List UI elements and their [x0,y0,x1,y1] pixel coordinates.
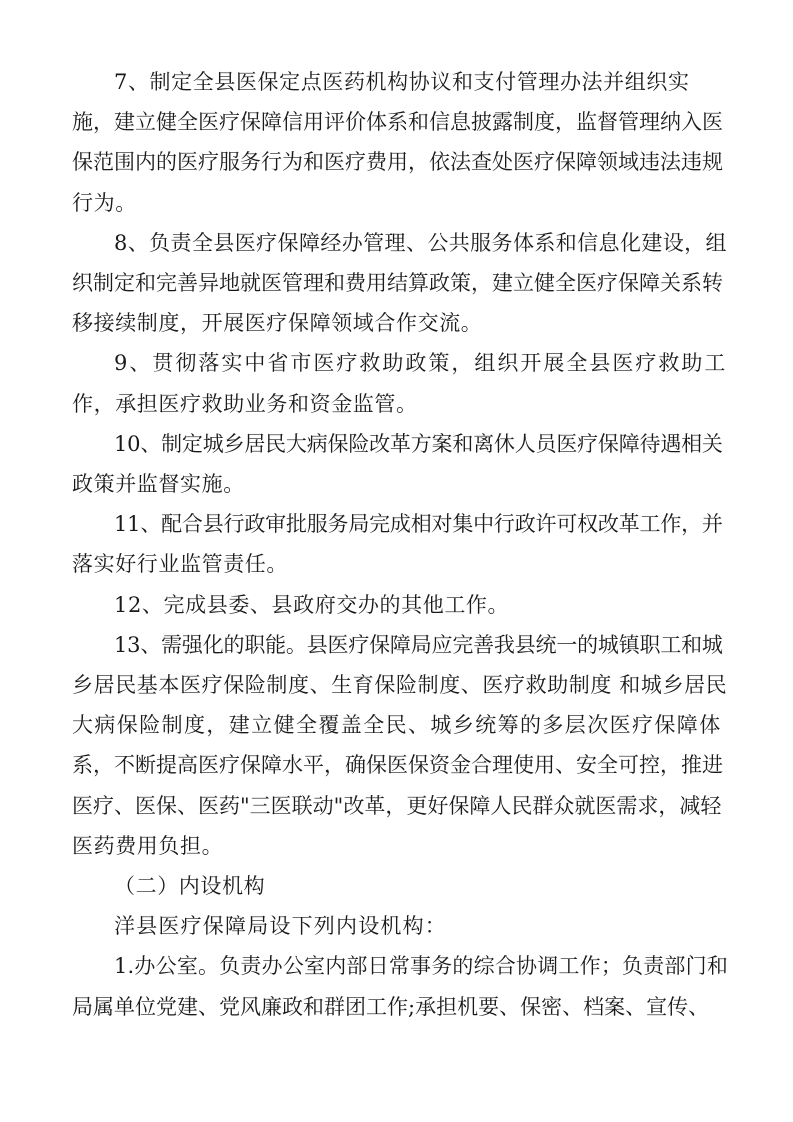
text-line: 保范围内的医疗服务行为和医疗费用，依法查处医疗保障领域违法违规 [72,150,723,175]
text-line: 医疗、医保、医药"三医联动"改革，更好保障人民群众就医需求，减轻 [72,793,722,818]
text-line: 医药费用负担。 [72,833,224,858]
paragraph-item-10 [72,424,728,504]
text-line: 12、完成县委、县政府交办的其他工作。 [114,592,510,617]
paragraph-item-7 [72,62,728,223]
paragraph-item-9 [72,343,728,423]
text-line: 政策并监督实施。 [72,472,245,497]
text-line: 移接续制度，开展医疗保障领域合作交流。 [72,311,483,336]
text-line: （二）内设机构 [114,874,266,899]
text-line: 11、配合县行政审批服务局完成相对集中行政许可权改革工作，并 [114,512,723,537]
text-line: 10、制定城乡居民大病保险改革方案和离休人员医疗保障待遇相关 [114,431,723,456]
paragraph-units-intro [72,906,728,946]
text-line: 局属单位党建、党风廉政和群团工作;承担机要、保密、档案、宣传、 [72,994,710,1019]
paragraph-item-8 [72,223,728,344]
text-line: 系，不断提高医疗保障水平，确保医保资金合理使用、安全可控，推进 [72,753,723,778]
document-body [72,62,728,1027]
section-heading-internal-units [72,866,728,906]
text-line: 8、负责全县医疗保障经办管理、公共服务体系和信息化建设，组 [114,230,727,255]
text-line: 落实好行业监管责任。 [72,552,288,577]
text-line: 施，建立健全医疗保障信用评价体系和信息披露制度，监督管理纳入医 [72,110,723,135]
text-line: 大病保险制度，建立健全覆盖全民、城乡统筹的多层次医疗保障体 [72,713,722,738]
text-line: 13、需强化的职能。县医疗保障局应完善我县统一的城镇职工和城 [114,632,723,657]
paragraph-item-13 [72,625,728,866]
text-line: 1.办公室。负责办公室内部日常事务的综合协调工作；负责部门和 [114,954,729,979]
paragraph-office [72,946,728,1026]
text-line: 乡居民基本医疗保险制度、生育保险制度、医疗救助制度 和城乡居民 [72,673,728,698]
text-line: 洋县医疗保障局设下列内设机构： [114,914,447,939]
paragraph-item-11 [72,504,728,584]
text-line: 9、贯彻落实中省市医疗救助政策，组织开展全县医疗救助工 [114,351,728,376]
text-line: 作，承担医疗救助业务和资金监管。 [72,391,418,416]
text-line: 行为。 [72,190,137,215]
text-line: 7、制定全县医保定点医药机构协议和支付管理办法并组织实 [114,70,690,94]
text-line: 织制定和完善异地就医管理和费用结算政策，建立健全医疗保障关系转 [72,271,723,296]
paragraph-item-12 [72,585,728,625]
